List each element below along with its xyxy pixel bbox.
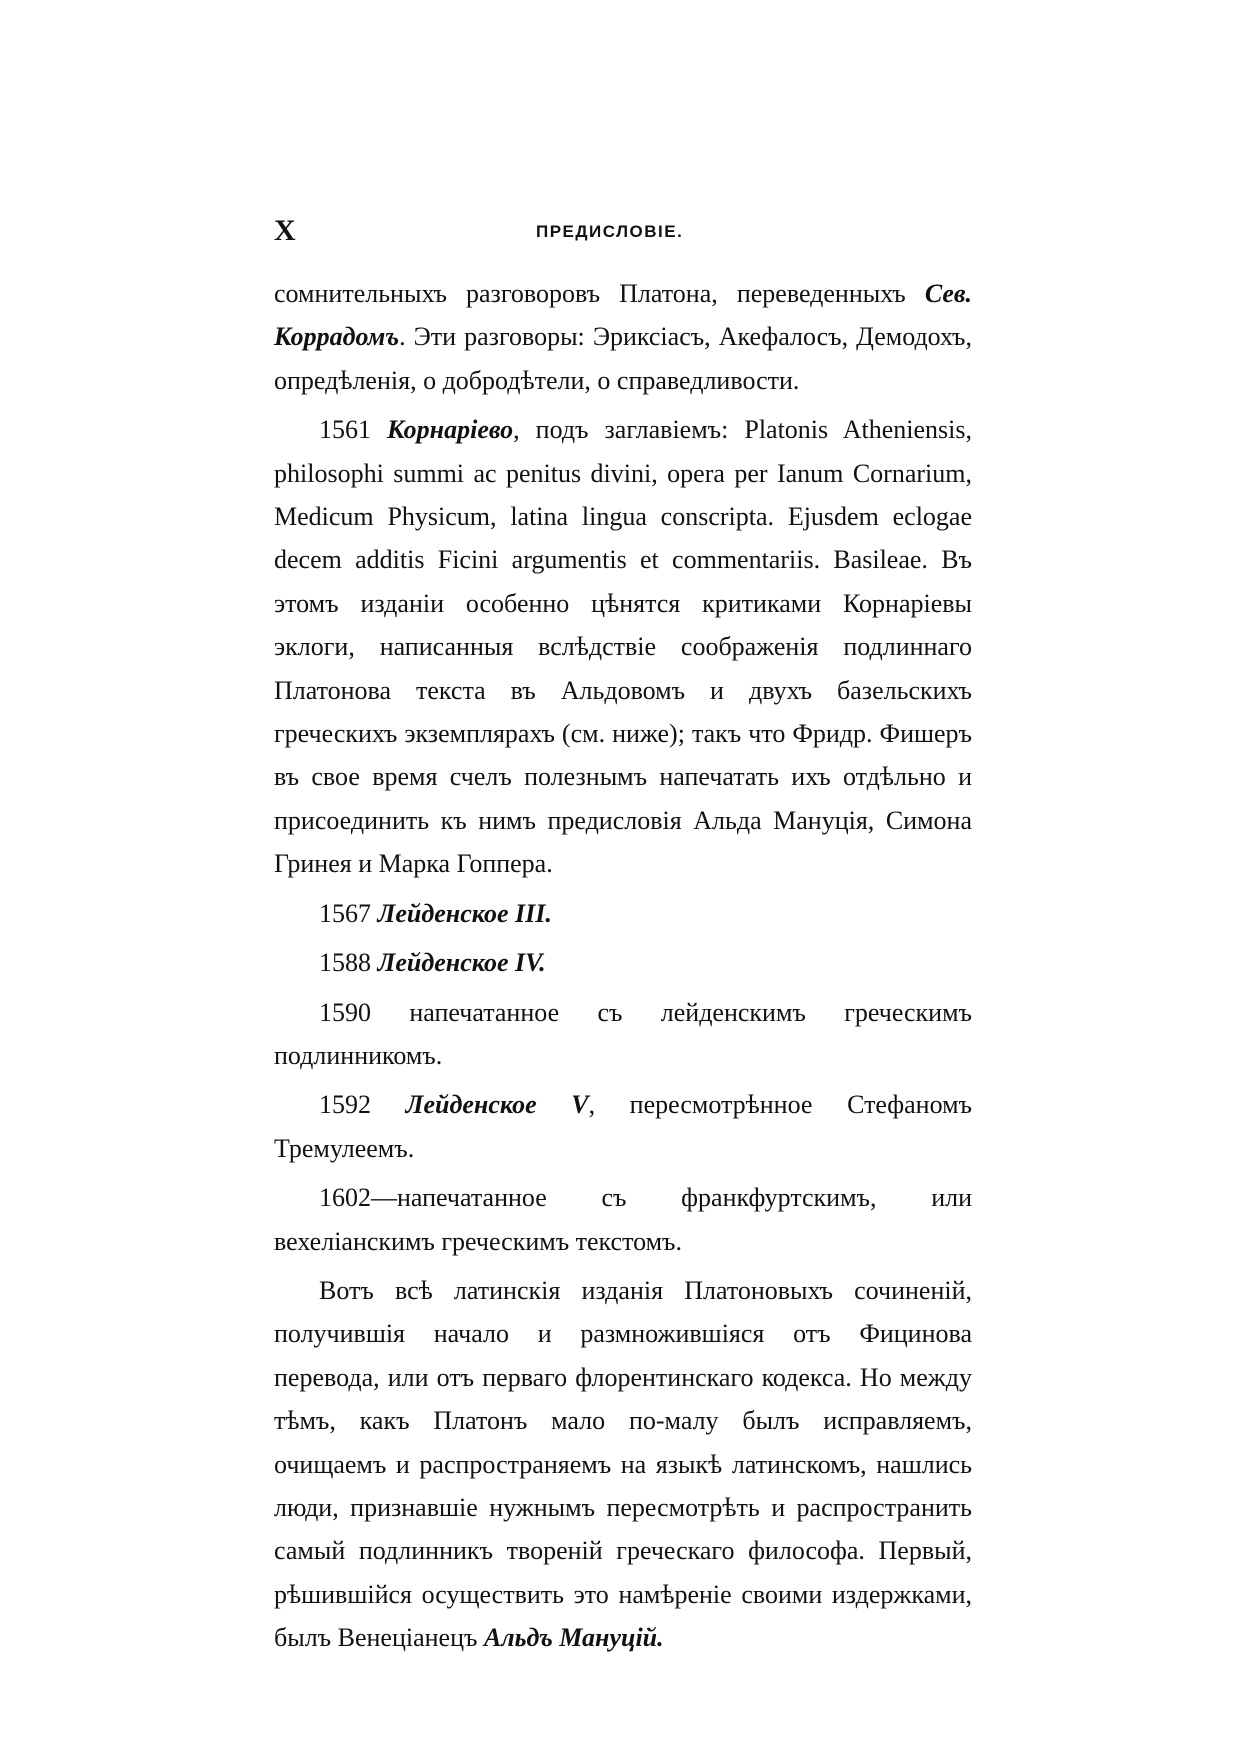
paragraph-continuation [274,272,972,402]
paragraph-1567 [274,892,972,935]
paragraph-1588 [274,941,972,984]
italic-name: Корнаріево [387,415,514,445]
italic-name: Лейденское IV. [377,948,546,978]
text-run: 1588 [319,948,378,978]
text-run: 1567 [319,898,378,928]
italic-name: Сев. Коррадомъ [274,279,972,352]
paragraph-1592 [274,1083,972,1170]
text-run: , подъ заглавіемъ: Platonis Atheniensis, philosophi summi ac penitus divini, opera per Ianum Cornarium, Medicum Physicum, latina lingua conscripta. Ejusdem eclogae decem additis Ficini argumentis et commentariis. Basileae. Въ этомъ изданіи особенно цѣнятся критиками Корнаріевы эклоги, написанныя вслѣдствіе соображенія подлиннаго Платонова текста въ Альдовомъ и двухъ базельскихъ греческихъ экземплярахъ (см. ниже); такъ что Фридр. Фишеръ въ свое время счелъ полезнымъ напечатать ихъ отдѣльно и присоединить къ нимъ предисловія Альда Мануція, Симона Гринея и Марка Гоппера. [274,415,972,879]
text-run: сомнительныхъ разговоровъ Платона, переведенныхъ [274,279,925,308]
paragraph-1561 [274,408,972,885]
running-head [274,214,966,254]
paragraph-summary [274,1269,972,1660]
page-number: X [274,214,296,247]
italic-name: Лейденское III. [377,898,552,928]
text-run: . Эти разговоры: Эриксіасъ, Акефалосъ, Демодохъ, опредѣленія, о добродѣтели, о справедливости. [274,322,972,395]
text-run: 1592 [319,1090,406,1120]
text-run: Вотъ всѣ латинскія изданія Платоновыхъ сочиненій, получившія начало и размножившіяся отъ Фицинова перевода, или отъ перваго флорентинскаго кодекса. Но между тѣмъ, какъ Платонъ мало по-малу былъ исправляемъ, очищаемъ и распространяемъ на языкѣ латинскомъ, нашлись люди, признавшіе нужнымъ пересмотрѣть и распространить самый подлинникъ твореній греческаго философа. Первый, рѣшившійся осуществить это намѣреніе своими издержками, былъ Венеціанецъ [274,1275,972,1653]
text-run: 1561 [319,415,388,445]
text-run: 1590 напечатанное съ лейденскимъ греческимъ подлинникомъ. [274,997,972,1070]
text-body [274,272,972,1660]
paragraph-1602 [274,1176,972,1263]
running-title: ПРЕДИСЛОВІЕ. [536,222,684,241]
italic-name: Лейденское V [405,1090,589,1120]
text-run: 1602—напечатанное съ франкфуртскимъ, или вехеліанскимъ греческимъ текстомъ. [274,1183,972,1256]
paragraph-1590 [274,991,972,1078]
text-run: , пересмотрѣнное Стефаномъ Тремулеемъ. [274,1090,972,1163]
italic-name: Альдъ Мануцій. [483,1623,664,1653]
